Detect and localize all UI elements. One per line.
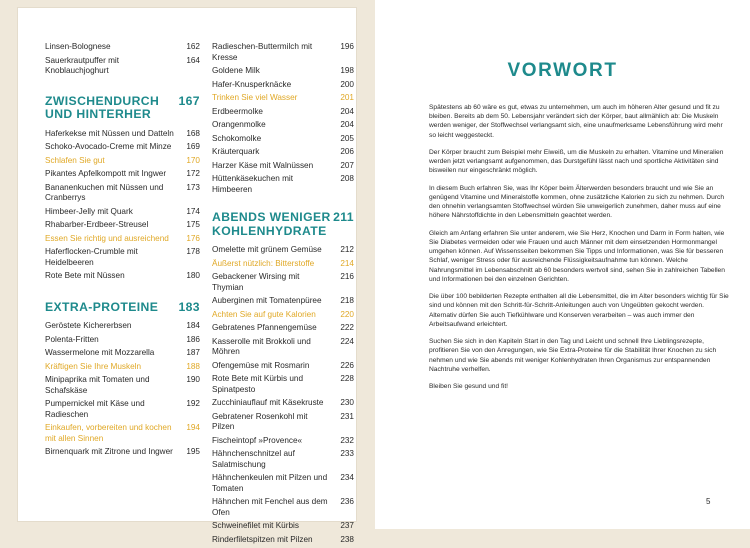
toc-info-entry [212,259,354,270]
toc-entry-title: Radieschen-Buttermilch mit Kresse [212,42,313,62]
toc-entry-title: ZWISCHENDURCH UND HINTERHER [45,93,160,121]
toc-entry [212,374,354,395]
toc-entry-title: Schoko-Avocado-Creme mit Minze [45,142,172,151]
toc-entry-title: Orangenmolke [212,120,266,129]
toc-entry-title: Pumpernickel mit Käse und Radieschen [45,399,145,419]
toc-entry-title: Schlafen Sie gut [45,155,105,165]
toc-entry-title: Schweinefilet mit Kürbis [212,521,299,530]
toc-entry [45,56,200,77]
foreword-paragraph: Bleiben Sie gesund und fit! [429,383,509,391]
toc-entry-title: Zucchiniauflauf mit Käsekruste [212,398,324,407]
toc-entry-title: Haferflocken-Crumble mit Heidelbeeren [45,247,138,267]
toc-entry-page: 207 [340,160,354,170]
toc-entry-title: Kräuterquark [212,147,260,156]
toc-entry-title: Hafer-Knusperknäcke [212,79,292,89]
toc-entry-title: Ofengemüse mit Rosmarin [212,360,310,370]
toc-entry [45,335,200,346]
toc-entry [212,521,354,532]
toc-entry-page: 228 [340,374,354,383]
toc-entry-page: 231 [340,411,354,421]
toc-entry-page: 201 [340,93,354,102]
toc-entry-page: 216 [340,272,354,281]
toc-entry [212,337,354,358]
toc-entry-title: Einkaufen, vorbereiten und kochen mit allen Sinnen [45,423,172,443]
toc-entry-page: 218 [340,296,354,305]
toc-entry-title: Trinken Sie viel Wasser [212,93,298,102]
toc-entry-title: Kasserolle mit Brokkoli und Möhren [212,336,311,356]
toc-entry-page: 198 [340,66,354,75]
toc-entry-title: Birnenquark mit Zitrone und Ingwer [45,447,173,456]
foreword-body [429,103,729,400]
toc-section-heading [45,301,200,315]
toc-entry-page: 204 [340,120,354,129]
page-number: 5 [706,497,711,506]
foreword-paragraph: Der Körper braucht zum Beispiel mehr Eiweiß, um die Muskeln zu erhalten. Vitamine und Mineralien werden jetzt verlangsamt aufgenommen, das Durstgefühl lässt nach und sportliche Aktivitäten sind bisweilen nur eingeschränkt möglich. [429,149,724,175]
toc-column-left [45,42,200,461]
toc-entry [212,398,354,409]
toc-entry-title: Hähnchenkeulen mit Pilzen und Tomaten [212,473,328,493]
toc-entry [212,449,354,470]
toc-info-entry [45,362,200,373]
toc-entry-page: 176 [186,233,200,243]
page-title: VORWORT [507,60,618,81]
toc-entry-page: 170 [186,155,200,165]
toc-entry-title: Sauerkrautpuffer mit Knoblauchjoghurt [45,55,120,75]
toc-entry-title: Geröstete Kichererbsen [45,321,132,330]
toc-entry [45,447,200,458]
foreword-paragraph: Spätestens ab 60 wäre es gut, etwas zu unternehmen, um auch im höheren Alter gesund und fit zu bleiben. Bereits ab dem 50. Lebensjahr verändert sich der Körper, baut allmählich ab: Die Muskeln werden weniger, der Stoffwechsel verlangsamt sich, eine unaufmerksame Lebensführung wird mehr so leicht weggesteckt. [429,104,723,139]
toc-entry-page: 174 [186,206,200,216]
toc-entry [212,497,354,518]
toc-entry [212,245,354,256]
toc-entry-page: 192 [186,399,200,408]
toc-entry-page: 196 [340,42,354,51]
toc-entry-page: 190 [186,375,200,384]
toc-entry [45,207,200,218]
toc-info-entry [212,310,354,321]
toc-entry-title: Gebratener Rosenkohl mit Pilzen [212,411,308,431]
toc-entry-title: Polenta-Fritten [45,334,99,344]
toc-entry-title: Essen Sie richtig und ausreichend [45,233,169,243]
toc-entry-page: 226 [340,360,354,370]
toc-entry [212,147,354,158]
toc-entry-page: 208 [340,174,354,183]
toc-entry-page: 230 [340,398,354,407]
toc-section-heading [212,211,354,238]
toc-entry-title: Auberginen mit Tomatenpüree [212,296,322,305]
toc-entry-page: 183 [178,299,200,314]
toc-entry-page: 237 [340,521,354,530]
toc-entry-title: Hähnchen mit Fenchel aus dem Ofen [212,497,328,517]
toc-entry-title: Goldene Milk [212,66,260,75]
toc-entry-page: 169 [186,142,200,151]
toc-entry-title: Rote Bete mit Kürbis und Spinatpesto [212,374,304,394]
toc-entry [212,412,354,433]
toc-entry-title: Wassermelone mit Mozzarella [45,348,155,357]
toc-entry-page: 162 [186,42,200,51]
toc-entry-title: Gebratenes Pfannengemüse [212,323,317,332]
toc-entry-title: Minipaprika mit Tomaten und Schafskäse [45,375,150,395]
toc-entry-page: 164 [186,55,200,65]
toc-info-entry [45,156,200,167]
toc-entry [212,42,354,63]
toc-entry [45,169,200,180]
toc-entry [212,272,354,293]
toc-entry-page: 205 [340,133,354,143]
toc-entry-title: EXTRA-PROTEINE [45,299,159,314]
toc-entry-page: 173 [186,182,200,192]
toc-entry [45,142,200,153]
toc-entry-page: 184 [186,321,200,330]
toc-entry-page: 172 [186,169,200,178]
toc-entry-title: Hähnchenschnitzel auf Salatmischung [212,449,295,469]
toc-entry-page: 195 [186,447,200,456]
toc-entry-page: 167 [178,93,200,108]
toc-column-right [212,42,354,548]
toc-entry-title: Rinderfiletspitzen mit Pilzen [212,534,313,544]
toc-entry [212,361,354,372]
toc-entry-title: Harzer Käse mit Walnüssen [212,160,314,170]
toc-entry-page: 194 [186,423,200,432]
toc-entry [212,174,354,195]
toc-entry-title: Erdbeermolke [212,106,263,116]
toc-entry [45,129,200,140]
toc-entry [212,323,354,334]
toc-entry-page: 204 [340,106,354,116]
toc-entry-title: ABENDS WENIGER KOHLENHYDRATE [212,210,331,238]
toc-entry-page: 224 [340,336,354,346]
foreword-paragraph: Die über 100 bebilderten Rezepte enthalten all die Lebensmittel, die im Alter besonders wichtig für Sie sind und können mit den Schritt-für-Schritt-Anleitungen auch von Ungeübten gekocht werden. Alternativ dürfen Sie auch Tiefkühlware und Konserven verarbeiten – was auch immer den Arbeitsaufwand erleichtert. [429,293,729,328]
toc-entry-page: 211 [333,210,354,224]
toc-entry [212,120,354,131]
toc-entry [212,535,354,546]
toc-entry-page: 200 [340,79,354,89]
toc-entry [212,473,354,494]
toc-entry-page: 232 [340,435,354,445]
toc-entry-title: Bananenkuchen mit Nüssen und Cranberrys [45,182,164,202]
foreword-paragraph: Suchen Sie sich in den Kapiteln Start in den Tag und Leicht und schnell Ihre Lieblingsrezepte, profitieren Sie von den Anregungen, wie Sie Extra-Proteine für die Stabilität Ihrer Knochen zu sich nehmen und wie Sie abends mit weniger Kohlenhydraten Ihren Organismus zur entspannenden Nachtruhe verhelfen. [429,338,717,373]
table-of-contents [18,8,356,544]
toc-entry-page: 220 [340,309,354,319]
right-page [375,0,750,529]
toc-entry [45,375,200,396]
toc-entry-title: Hüttenkäsekuchen mit Himbeeren [212,174,294,194]
toc-entry-title: Gebackener Wirsing mit Thymian [212,272,300,292]
toc-entry-title: Äußerst nützlich: Bitterstoffe [212,258,315,268]
toc-entry-page: 175 [186,220,200,229]
toc-entry-page: 180 [186,271,200,280]
toc-entry-title: Haferkekse mit Nüssen und Datteln [45,128,174,138]
toc-section-heading [45,95,200,122]
toc-entry [45,348,200,359]
toc-entry-page: 168 [186,128,200,138]
toc-entry [45,321,200,332]
toc-entry [212,134,354,145]
toc-entry [212,296,354,307]
toc-entry [212,66,354,77]
toc-entry [212,80,354,91]
toc-entry-title: Linsen-Bolognese [45,42,111,51]
toc-entry-page: 188 [186,361,200,371]
toc-entry-title: Pikantes Apfelkompott mit Ingwer [45,169,167,178]
toc-entry-page: 212 [340,245,354,254]
toc-entry [45,183,200,204]
left-page [0,0,375,544]
toc-entry [212,107,354,118]
toc-entry [212,436,354,447]
toc-entry-title: Omelette mit grünem Gemüse [212,245,322,254]
toc-entry-title: Schokomolke [212,133,262,143]
toc-entry-page: 206 [340,147,354,156]
toc-entry-page: 214 [340,258,354,268]
toc-entry-page: 238 [340,534,354,544]
toc-entry [45,399,200,420]
toc-info-entry [45,423,200,444]
toc-entry-title: Kräftigen Sie Ihre Muskeln [45,361,142,371]
toc-entry [45,271,200,282]
toc-entry-title: Rhabarber-Erdbeer-Streusel [45,220,149,229]
toc-entry-title: Fischeintopf »Provence« [212,435,303,445]
toc-entry [45,220,200,231]
toc-entry [212,161,354,172]
toc-entry-title: Himbeer-Jelly mit Quark [45,206,133,216]
toc-entry-page: 234 [340,473,354,482]
toc-entry-page: 233 [340,449,354,458]
toc-entry-title: Achten Sie auf gute Kalorien [212,309,316,319]
toc-entry [45,42,200,53]
toc-entry-page: 187 [186,348,200,357]
toc-entry-page: 178 [186,247,200,256]
foreword-paragraph: In diesem Buch erfahren Sie, was Ihr Köper beim Älterwerden besonders braucht und wie Sie an genügend Vitamine und Mineralstoffe kommen, ohne zusätzliche Kalorien zu sich zu nehmen. Durch den ohnehin verlangsamten Stoffwechsel würden Sie unweigerlich zunehmen, daher muss auf eine höhere Nährstoffdichte in den Lebensmitteln geachtet werden. [429,184,725,220]
toc-entry [45,247,200,268]
foreword-paragraph: Gleich am Anfang erfahren Sie unter anderem, wie Sie Herz, Knochen und Darm in Form halten, wie Sie Diabetes vermeiden oder wie Frauen und auch Männer mit dem einsetzenden Hormonmangel umgehen können. Auf Wissensseiten bekommen Sie Tipps und Informationen, was Sie für besseren Schlaf, weniger Stress oder für ausreichende Flüssigkeitsaufnahme tun können. Welche Nahrungsmittel im Lebensabschnitt ab 60 besonders wertvoll sind, sehen Sie in zahlreichen Tabellen und Informationen bei den einzelnen Gerichten. [429,229,725,283]
toc-info-entry [45,234,200,245]
toc-info-entry [212,93,354,104]
toc-entry-title: Rote Bete mit Nüssen [45,271,125,280]
toc-entry-page: 222 [340,323,354,332]
toc-entry-page: 236 [340,497,354,506]
toc-entry-page: 186 [186,334,200,344]
